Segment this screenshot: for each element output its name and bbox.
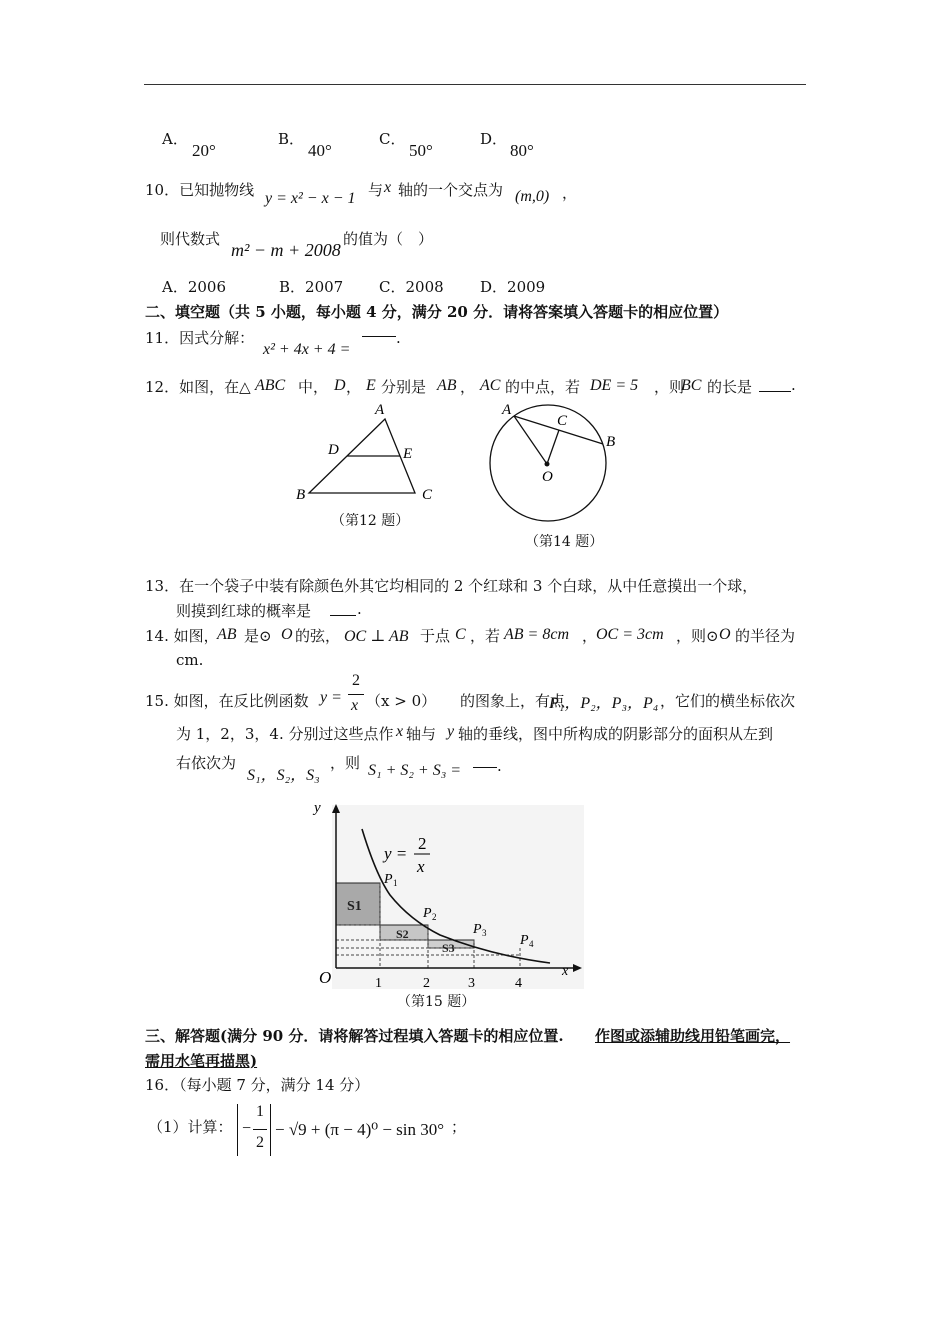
fig14-label-o: O [542, 469, 553, 485]
fig12-label-c: C [422, 487, 433, 503]
q10-expression: m² − m + 2008 [231, 240, 341, 260]
q15-line2-x: x [396, 723, 404, 740]
q14-o2: O [719, 626, 731, 643]
q13-answer-blank [330, 615, 356, 616]
fig15-p1: P [384, 872, 393, 887]
q10-option-b: B．2007 [279, 278, 344, 296]
q10-parabola: y = x² − x − 1 [265, 190, 356, 207]
q14-t4: 于点 [420, 627, 451, 645]
q9-option-d-value: 80° [510, 141, 534, 160]
q12-text-c: ， [346, 378, 362, 396]
q15-line3-b: ，则 [330, 754, 361, 772]
q12-text-f: 的中点，若 [505, 378, 581, 396]
q14-t3: 的弦， [295, 627, 341, 645]
fig15-tick-3: 3 [468, 976, 475, 991]
q11-answer-blank [362, 336, 396, 337]
q15-t1: 15. 如图，在反比例函数 [145, 692, 309, 710]
fig15-p2: P [423, 906, 432, 921]
q15-fn-y: y = [320, 689, 342, 706]
q15-line2-a: 为 1，2，3，4. 分别过这些点作 [176, 725, 394, 743]
q12-text-d: 分别是 [381, 378, 427, 396]
q14-perp: OC ⊥ AB [344, 628, 409, 645]
q10-option-d: D．2009 [480, 278, 546, 296]
q15-answer-blank [473, 767, 497, 768]
fig14-caption: （第14 题） [525, 534, 604, 550]
q15-line2-b: 轴与 [406, 725, 437, 743]
q14-t7: ，则⊙ [676, 627, 719, 645]
q15-fn-num: 2 [352, 672, 360, 689]
q14-t8: 的半径为 [735, 627, 796, 645]
q14-o1: O [281, 626, 293, 643]
section-3-heading-b: 作图或添辅助线用铅笔画完， [595, 1027, 791, 1045]
q12-text-a: 12．如图，在△ [145, 378, 251, 396]
q9-option-b-letter: B． [278, 130, 305, 148]
q11-label: 11．因式分解： [145, 329, 255, 347]
fig15-origin: O [319, 968, 332, 987]
q10-line1-suffix: 轴的一个交点为 [398, 181, 504, 199]
q15-end: . [497, 757, 502, 775]
q16-header: 16．（每小题 7 分，满分 14 分） [145, 1076, 370, 1094]
q10-line2-suffix: 的值为（ ） [343, 230, 434, 248]
q16-abs-left [237, 1104, 238, 1156]
fig15-p2-sub: 2 [432, 912, 437, 922]
q12-triangle: ABC [255, 377, 286, 394]
q14-ab-value: AB = 8cm [504, 626, 569, 643]
fig15-fn-den: x [417, 857, 425, 876]
fig12-label-b: B [296, 487, 306, 503]
figure-15 [300, 795, 590, 1010]
fig15-caption: （第15 题） [397, 994, 476, 1010]
section-3-heading-a: 三、解答题(满分 90 分．请将解答过程填入答题卡的相应位置. [145, 1027, 564, 1045]
q9-option-c-letter: C． [379, 130, 406, 148]
q15-t3: ，它们的横坐标依次 [660, 692, 796, 710]
center-point [545, 462, 550, 467]
q11-formula: x² + 4x + 4 = [263, 341, 351, 358]
q13-line2: 则摸到红球的概率是 [176, 602, 312, 620]
section-2-heading: 二、填空题（共 5 小题，每小题 4 分，满分 20 分．请将答案填入答题卡的相应位置） [145, 303, 729, 321]
q14-oc-value: OC = 3cm [596, 626, 664, 643]
fig12-label-a: A [375, 402, 385, 418]
q12-text-g: ，则 [654, 378, 685, 396]
q16-minus: − [242, 1120, 252, 1137]
q10-line1-mid: 与 [368, 181, 384, 199]
q15-line2-y: y [447, 723, 455, 740]
fig15-p4: P [520, 933, 529, 948]
fig15-s3-label: S3 [442, 941, 455, 955]
header-rule [144, 84, 806, 85]
fig15-tick-2: 2 [423, 976, 430, 991]
q12-ab: AB [437, 377, 457, 394]
fig14-label-c: C [557, 413, 568, 429]
q12-text-e: ， [460, 378, 476, 396]
fig15-tick-1: 1 [375, 976, 382, 991]
fig15-tick-4: 4 [515, 976, 522, 991]
q16-abs-right [270, 1104, 271, 1156]
q16-part1-label: （1）计算： [148, 1118, 233, 1136]
q14-t1: 14. 如图， [145, 627, 219, 645]
radius-oa [514, 416, 547, 464]
fig15-s2-label: S2 [396, 927, 409, 941]
fig15-p4-sub: 4 [529, 939, 534, 949]
q16-rest: − √9 + (π − 4)⁰ − sin 30° [275, 1120, 445, 1139]
q15-sum: S₁ + S₂ + S₃ = [368, 762, 462, 779]
q15-fn-den: x [351, 697, 359, 714]
q15-fn-bar [348, 694, 364, 695]
section-3-heading-line2: 需用水笔再描黑) [145, 1052, 258, 1070]
fig15-fn-y: y = [384, 844, 408, 863]
fig14-label-a: A [502, 402, 512, 418]
q13-line1: 13．在一个袋子中装有除颜色外其它均相同的 2 个红球和 3 个白球，从中任意摸出一个球， [145, 577, 758, 595]
fig15-fn-num: 2 [418, 834, 427, 853]
q10-option-a: A．2006 [162, 278, 227, 296]
q9-option-d-letter: D． [480, 130, 508, 148]
q10-option-c: C．2008 [379, 278, 444, 296]
q11-end: . [396, 329, 401, 347]
q14-c: C [455, 626, 466, 643]
q12-answer-blank [759, 391, 791, 392]
q15-line3-a: 右依次为 [176, 754, 237, 772]
q12-end: . [791, 376, 796, 394]
q15-t2: 的图象上，有点 [460, 692, 566, 710]
fig12-label-d: D [328, 442, 339, 458]
q12-d: D [334, 377, 346, 394]
q9-option-c-value: 50° [409, 141, 433, 160]
q10-point: (m,0) [515, 188, 550, 205]
q12-e: E [366, 377, 376, 394]
q9-option-a-letter: A． [162, 130, 188, 148]
q14-t2: 是⊙ [244, 627, 272, 645]
q14-t6: ， [582, 627, 598, 645]
q16-frac-num: 1 [256, 1103, 264, 1120]
fig12-label-e: E [403, 446, 413, 462]
q16-frac-den: 2 [256, 1134, 264, 1151]
q9-option-a-value: 20° [192, 141, 216, 160]
q9-option-b-value: 40° [308, 141, 332, 160]
q15-areas: S₁，S₂，S₃ [247, 767, 320, 784]
q14-ab: AB [217, 626, 237, 643]
q15-line2-c: 轴的垂线，图中所构成的阴影部分的面积从左到 [458, 725, 774, 743]
fig12-caption: （第12 题） [331, 513, 410, 529]
q10-line2-prefix: 则代数式 [160, 230, 221, 248]
q12-ac: AC [480, 377, 501, 394]
q13-end: . [357, 600, 362, 618]
segment-oc [547, 430, 559, 464]
q15-points: P₁，P₂，P₃，P₄ [549, 695, 659, 712]
q15-condition: （x > 0） [366, 692, 437, 710]
fig15-s1-label: S1 [347, 899, 362, 914]
figure-14 [482, 396, 632, 526]
fig14-label-b: B [606, 434, 616, 450]
q10-line1-prefix: 10．已知抛物线 [145, 181, 255, 199]
q14-t5: ，若 [470, 627, 501, 645]
q14-line2: cm. [176, 651, 204, 669]
q12-text-b: 中， [298, 378, 329, 396]
q12-text-h: 的长是 [707, 378, 753, 396]
q16-frac-bar [253, 1129, 267, 1130]
q12-bc: BC [681, 377, 702, 394]
q12-de: DE = 5 [590, 377, 639, 394]
q10-var-x: x [384, 179, 392, 196]
fig15-x-label: x [562, 964, 569, 979]
fig15-p1-sub: 1 [393, 878, 398, 888]
q10-line1-end: ， [562, 184, 578, 202]
fig15-p3-sub: 3 [482, 928, 487, 938]
fig15-y-label: y [314, 800, 321, 816]
fig15-p3: P [473, 922, 482, 937]
q16-end: ； [451, 1118, 467, 1136]
